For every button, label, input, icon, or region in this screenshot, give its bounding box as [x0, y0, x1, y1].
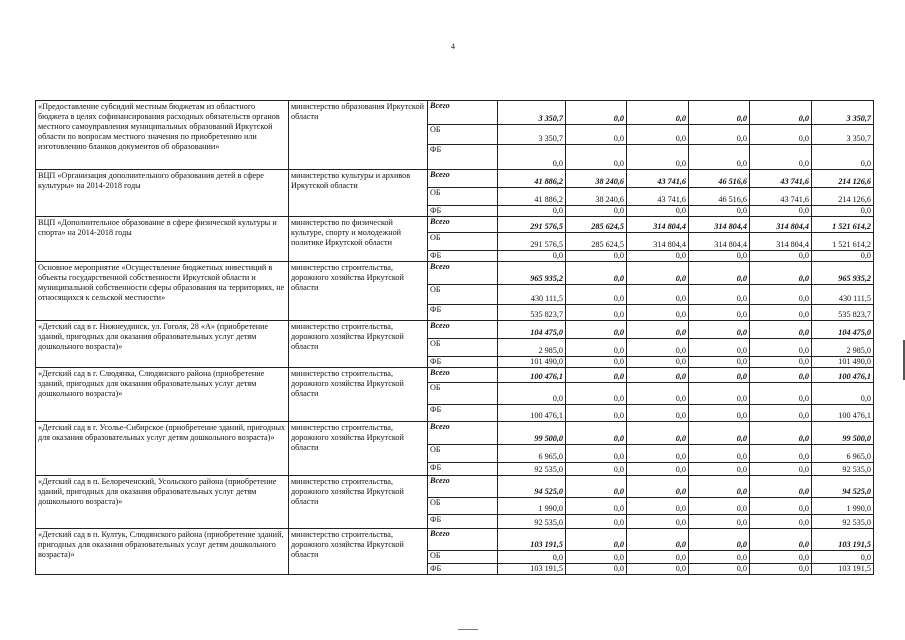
year-value-cell: 314 804,4: [689, 233, 750, 251]
year-value-cell: 0,0: [750, 321, 812, 339]
page-number: 4: [451, 42, 455, 51]
year-value-cell: 103 191,5: [498, 529, 566, 551]
year-value-cell: 0,0: [566, 368, 627, 383]
table-row: [36, 101, 874, 125]
year-value-cell: 92 535,0: [498, 515, 566, 529]
funding-source-label: Всего: [428, 368, 498, 383]
year-value-cell: 0,0: [750, 422, 812, 445]
total-value-cell: 0,0: [812, 551, 874, 564]
total-value-cell: 3 350,7: [812, 125, 874, 145]
total-value-cell: 6 965,0: [812, 445, 874, 463]
year-value-cell: 0,0: [750, 551, 812, 564]
year-value-cell: 0,0: [689, 529, 750, 551]
responsible-ministry: министерство строительства, дорожного хозяйства Иркутской области: [289, 262, 428, 321]
year-value-cell: 314 804,4: [750, 217, 812, 233]
year-value-cell: 2 985,0: [498, 339, 566, 357]
year-value-cell: 0,0: [498, 251, 566, 262]
total-value-cell: 92 535,0: [812, 515, 874, 529]
funding-source-label: Всего: [428, 217, 498, 233]
funding-source-label: ОБ: [428, 498, 498, 515]
year-value-cell: 285 624,5: [566, 217, 627, 233]
year-value-cell: 0,0: [627, 368, 689, 383]
table-row: [36, 476, 874, 498]
funding-source-label: ФБ: [428, 206, 498, 217]
year-value-cell: 0,0: [627, 515, 689, 529]
measure-description: «Детский сад в г. Слюдянка, Слюдянского района (приобретение зданий, пригодных для оказания образовательных услуг детям дошкольного возраста)»: [36, 368, 289, 422]
year-value-cell: 0,0: [627, 206, 689, 217]
year-value-cell: 0,0: [627, 251, 689, 262]
year-value-cell: 103 191,5: [498, 564, 566, 575]
year-value-cell: 0,0: [689, 125, 750, 145]
year-value-cell: 3 350,7: [498, 101, 566, 125]
funding-source-label: ОБ: [428, 445, 498, 463]
year-value-cell: 0,0: [750, 357, 812, 368]
responsible-ministry: министерство образования Иркутской области: [289, 101, 428, 170]
year-value-cell: 3 350,7: [498, 125, 566, 145]
funding-source-label: ФБ: [428, 251, 498, 262]
responsible-ministry: министерство культуры и архивов Иркутской области: [289, 170, 428, 217]
year-value-cell: 0,0: [627, 476, 689, 498]
year-value-cell: 0,0: [566, 476, 627, 498]
funding-source-label: ФБ: [428, 145, 498, 170]
year-value-cell: 38 240,6: [566, 188, 627, 206]
year-value-cell: 1 990,0: [498, 498, 566, 515]
year-value-cell: 0,0: [750, 529, 812, 551]
year-value-cell: 0,0: [750, 251, 812, 262]
total-value-cell: 0,0: [812, 145, 874, 170]
year-value-cell: 0,0: [689, 368, 750, 383]
year-value-cell: 0,0: [566, 125, 627, 145]
year-value-cell: 0,0: [566, 206, 627, 217]
year-value-cell: 43 741,6: [627, 188, 689, 206]
year-value-cell: 6 965,0: [498, 445, 566, 463]
year-value-cell: 92 535,0: [498, 463, 566, 476]
year-value-cell: 41 886,2: [498, 170, 566, 188]
year-value-cell: 0,0: [627, 498, 689, 515]
total-value-cell: 100 476,1: [812, 405, 874, 422]
funding-source-label: ФБ: [428, 564, 498, 575]
year-value-cell: 291 576,5: [498, 233, 566, 251]
year-value-cell: 535 823,7: [498, 305, 566, 321]
scan-artifact: [458, 629, 478, 630]
measure-description: «Детский сад в п. Белореченский, Усольского района (приобретение зданий, пригодных для оказания образовательных услуг детям дошкольного возраста)»: [36, 476, 289, 529]
year-value-cell: 0,0: [689, 551, 750, 564]
total-value-cell: 0,0: [812, 383, 874, 405]
responsible-ministry: министерство строительства, дорожного хозяйства Иркутской области: [289, 321, 428, 368]
responsible-ministry: министерство строительства, дорожного хозяйства Иркутской области: [289, 368, 428, 422]
year-value-cell: 0,0: [750, 515, 812, 529]
funding-source-label: ОБ: [428, 233, 498, 251]
year-value-cell: 0,0: [750, 285, 812, 305]
funding-source-label: Всего: [428, 170, 498, 188]
year-value-cell: 0,0: [750, 305, 812, 321]
year-value-cell: 0,0: [498, 145, 566, 170]
funding-source-label: ФБ: [428, 405, 498, 422]
year-value-cell: 0,0: [498, 551, 566, 564]
total-value-cell: 92 535,0: [812, 463, 874, 476]
year-value-cell: 100 476,1: [498, 368, 566, 383]
year-value-cell: 0,0: [627, 551, 689, 564]
funding-source-label: Всего: [428, 321, 498, 339]
funding-source-label: Всего: [428, 262, 498, 285]
year-value-cell: 0,0: [627, 125, 689, 145]
year-value-cell: 0,0: [566, 262, 627, 285]
year-value-cell: 0,0: [689, 498, 750, 515]
year-value-cell: 0,0: [750, 145, 812, 170]
funding-source-label: ОБ: [428, 188, 498, 206]
year-value-cell: 43 741,6: [750, 188, 812, 206]
year-value-cell: 0,0: [498, 206, 566, 217]
measure-description: «Детский сад в п. Култук, Слюдянского района (приобретение зданий, пригодных для оказания образовательных услуг детям дошкольного возраста)»: [36, 529, 289, 575]
funding-source-label: Всего: [428, 101, 498, 125]
year-value-cell: 0,0: [627, 262, 689, 285]
year-value-cell: 0,0: [689, 357, 750, 368]
total-value-cell: 214 126,6: [812, 170, 874, 188]
year-value-cell: 0,0: [566, 285, 627, 305]
year-value-cell: 0,0: [689, 515, 750, 529]
funding-source-label: Всего: [428, 476, 498, 498]
year-value-cell: 0,0: [566, 529, 627, 551]
total-value-cell: 101 490,0: [812, 357, 874, 368]
year-value-cell: 0,0: [566, 422, 627, 445]
year-value-cell: 314 804,4: [627, 217, 689, 233]
year-value-cell: 0,0: [689, 206, 750, 217]
table-row: [36, 217, 874, 233]
total-value-cell: 1 521 614,2: [812, 233, 874, 251]
year-value-cell: 291 576,5: [498, 217, 566, 233]
funding-source-label: ОБ: [428, 125, 498, 145]
year-value-cell: 0,0: [627, 383, 689, 405]
year-value-cell: 0,0: [689, 321, 750, 339]
year-value-cell: 0,0: [566, 383, 627, 405]
year-value-cell: 0,0: [566, 251, 627, 262]
funding-source-label: Всего: [428, 529, 498, 551]
table-row: [36, 170, 874, 188]
measure-description: ВЦП «Дополнительное образование в сфере физической культуры и спорта» на 2014-2018 годы: [36, 217, 289, 262]
total-value-cell: 104 475,0: [812, 321, 874, 339]
measure-description: «Детский сад в г. Нижнеудинск, ул. Гоголя, 28 «А» (приобретение зданий, пригодных для оказания образовательных услуг детям дошкольного возраста)»: [36, 321, 289, 368]
total-value-cell: 1 990,0: [812, 498, 874, 515]
year-value-cell: 0,0: [750, 564, 812, 575]
year-value-cell: 0,0: [627, 321, 689, 339]
year-value-cell: 0,0: [689, 422, 750, 445]
funding-source-label: Всего: [428, 422, 498, 445]
table-row: [36, 529, 874, 551]
year-value-cell: 43 741,6: [750, 170, 812, 188]
year-value-cell: 0,0: [566, 405, 627, 422]
year-value-cell: 99 500,0: [498, 422, 566, 445]
responsible-ministry: министерство строительства, дорожного хозяйства Иркутской области: [289, 476, 428, 529]
year-value-cell: 0,0: [627, 529, 689, 551]
year-value-cell: 0,0: [689, 285, 750, 305]
year-value-cell: 0,0: [566, 551, 627, 564]
year-value-cell: 0,0: [689, 305, 750, 321]
year-value-cell: 38 240,6: [566, 170, 627, 188]
year-value-cell: 104 475,0: [498, 321, 566, 339]
year-value-cell: 0,0: [627, 145, 689, 170]
measure-description: ВЦП «Организация дополнительного образования детей в сфере культуры» на 2014-2018 годы: [36, 170, 289, 217]
total-value-cell: 535 823,7: [812, 305, 874, 321]
year-value-cell: 0,0: [627, 445, 689, 463]
year-value-cell: 314 804,4: [689, 217, 750, 233]
budget-table: [35, 100, 874, 575]
year-value-cell: 0,0: [566, 145, 627, 170]
measure-description: «Предоставление субсидий местным бюджетам из областного бюджета в целях софинансирования расходных обязательств органов местного самоуправления муниципальных образований Иркутской области по вопросам местного значения по приобретению или изготовлению бланков документов об образовании»: [36, 101, 289, 170]
funding-source-label: ОБ: [428, 285, 498, 305]
funding-source-label: ОБ: [428, 339, 498, 357]
table-row: [36, 368, 874, 383]
year-value-cell: 0,0: [689, 145, 750, 170]
total-value-cell: 100 476,1: [812, 368, 874, 383]
table-row: [36, 262, 874, 285]
year-value-cell: 0,0: [689, 463, 750, 476]
year-value-cell: 0,0: [750, 463, 812, 476]
year-value-cell: 0,0: [627, 101, 689, 125]
total-value-cell: 103 191,5: [812, 529, 874, 551]
responsible-ministry: министерство строительства, дорожного хозяйства Иркутской области: [289, 529, 428, 575]
year-value-cell: 0,0: [750, 339, 812, 357]
year-value-cell: 0,0: [750, 383, 812, 405]
funding-source-label: ОБ: [428, 383, 498, 405]
year-value-cell: 0,0: [689, 445, 750, 463]
year-value-cell: 430 111,5: [498, 285, 566, 305]
responsible-ministry: министерство по физической культуре, спорту и молодежной политике Иркутской области: [289, 217, 428, 262]
year-value-cell: 0,0: [566, 515, 627, 529]
year-value-cell: 0,0: [689, 405, 750, 422]
total-value-cell: 94 525,0: [812, 476, 874, 498]
responsible-ministry: министерство строительства, дорожного хозяйства Иркутской области: [289, 422, 428, 476]
year-value-cell: 0,0: [750, 476, 812, 498]
total-value-cell: 0,0: [812, 206, 874, 217]
total-value-cell: 965 935,2: [812, 262, 874, 285]
year-value-cell: 0,0: [566, 101, 627, 125]
total-value-cell: 2 985,0: [812, 339, 874, 357]
funding-source-label: ФБ: [428, 515, 498, 529]
year-value-cell: 0,0: [566, 498, 627, 515]
year-value-cell: 0,0: [750, 405, 812, 422]
year-value-cell: 0,0: [689, 383, 750, 405]
year-value-cell: 0,0: [750, 101, 812, 125]
measure-description: Основное мероприятие «Осуществление бюджетных инвестиций в объекты государственной собственности Иркутской области и муниципальной собственности сферы образования на территориях, не относящихся к сельской местности»: [36, 262, 289, 321]
table-row: [36, 321, 874, 339]
total-value-cell: 1 521 614,2: [812, 217, 874, 233]
total-value-cell: 99 500,0: [812, 422, 874, 445]
table-body: [36, 101, 874, 575]
total-value-cell: 0,0: [812, 251, 874, 262]
year-value-cell: 0,0: [627, 339, 689, 357]
year-value-cell: 0,0: [627, 285, 689, 305]
total-value-cell: 214 126,6: [812, 188, 874, 206]
year-value-cell: 0,0: [750, 206, 812, 217]
year-value-cell: 0,0: [689, 262, 750, 285]
year-value-cell: 0,0: [689, 101, 750, 125]
funding-source-label: ОБ: [428, 551, 498, 564]
total-value-cell: 430 111,5: [812, 285, 874, 305]
year-value-cell: 0,0: [566, 321, 627, 339]
year-value-cell: 0,0: [750, 368, 812, 383]
year-value-cell: 0,0: [750, 262, 812, 285]
year-value-cell: 0,0: [750, 445, 812, 463]
funding-source-label: ФБ: [428, 357, 498, 368]
year-value-cell: 46 516,6: [689, 188, 750, 206]
year-value-cell: 0,0: [566, 357, 627, 368]
year-value-cell: 46 516,6: [689, 170, 750, 188]
measure-description: «Детский сад в г. Усолье-Сибирское (приобретение зданий, пригодных для оказания образовательных услуг детям дошкольного возраста)»: [36, 422, 289, 476]
year-value-cell: 43 741,6: [627, 170, 689, 188]
year-value-cell: 0,0: [627, 305, 689, 321]
funding-source-label: ФБ: [428, 463, 498, 476]
year-value-cell: 0,0: [689, 564, 750, 575]
year-value-cell: 41 886,2: [498, 188, 566, 206]
year-value-cell: 0,0: [566, 564, 627, 575]
funding-source-label: ФБ: [428, 305, 498, 321]
year-value-cell: 0,0: [566, 445, 627, 463]
year-value-cell: 100 476,1: [498, 405, 566, 422]
year-value-cell: 0,0: [689, 476, 750, 498]
year-value-cell: 0,0: [627, 422, 689, 445]
year-value-cell: 0,0: [566, 305, 627, 321]
year-value-cell: 0,0: [566, 339, 627, 357]
year-value-cell: 0,0: [689, 339, 750, 357]
year-value-cell: 94 525,0: [498, 476, 566, 498]
year-value-cell: 101 490,0: [498, 357, 566, 368]
year-value-cell: 0,0: [750, 125, 812, 145]
year-value-cell: 314 804,4: [627, 233, 689, 251]
year-value-cell: 0,0: [627, 405, 689, 422]
year-value-cell: 314 804,4: [750, 233, 812, 251]
year-value-cell: 0,0: [750, 498, 812, 515]
year-value-cell: 0,0: [689, 251, 750, 262]
year-value-cell: 0,0: [627, 357, 689, 368]
table-row: [36, 422, 874, 445]
year-value-cell: 965 935,2: [498, 262, 566, 285]
year-value-cell: 0,0: [566, 463, 627, 476]
total-value-cell: 103 191,5: [812, 564, 874, 575]
total-value-cell: 3 350,7: [812, 101, 874, 125]
year-value-cell: 285 624,5: [566, 233, 627, 251]
year-value-cell: 0,0: [627, 463, 689, 476]
year-value-cell: 0,0: [627, 564, 689, 575]
year-value-cell: 0,0: [498, 383, 566, 405]
